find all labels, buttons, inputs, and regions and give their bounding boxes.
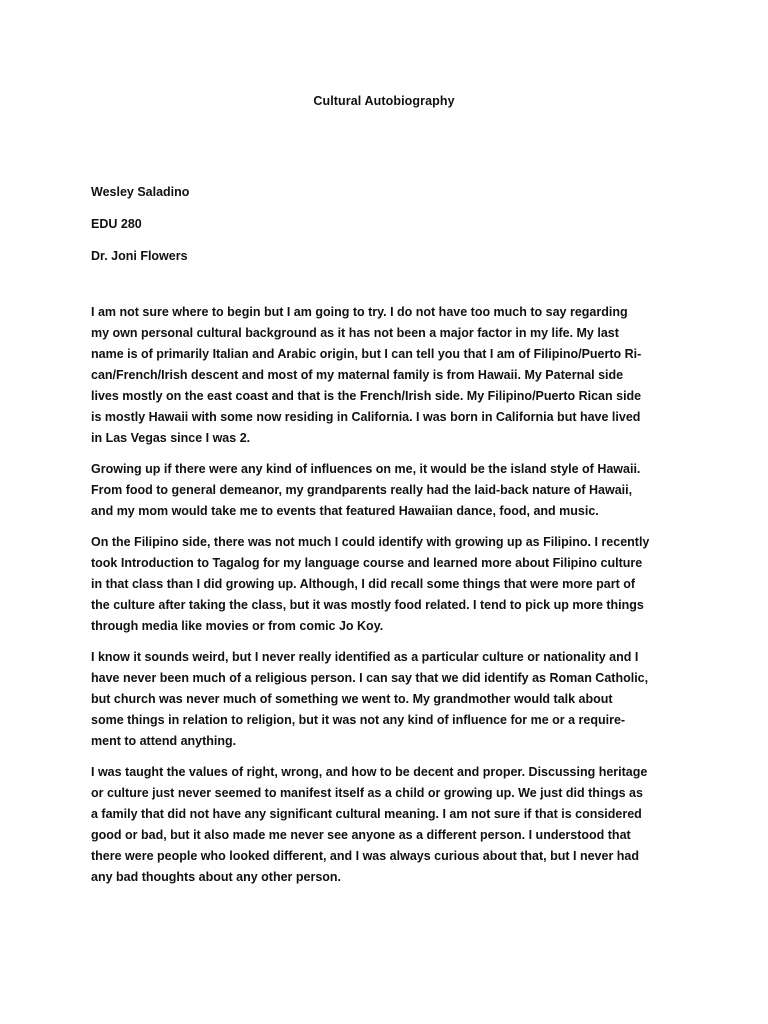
paragraph-line: or culture just never seemed to manifest itself as a child or growing up. We just did things as bbox=[91, 786, 643, 800]
paragraph-line: good or bad, but it also made me never see anyone as a different person. I understood that bbox=[91, 828, 631, 842]
paragraph bbox=[91, 532, 691, 637]
paragraph-line: the culture after taking the class, but it was mostly food related. I tend to pick up more things bbox=[91, 598, 644, 612]
paragraph-line: I am not sure where to begin but I am going to try. I do not have too much to say regarding bbox=[91, 305, 628, 319]
paragraph-line: in Las Vegas since I was 2. bbox=[91, 431, 251, 445]
body-text bbox=[91, 302, 691, 898]
paragraph-line: name is of primarily Italian and Arabic origin, but I can tell you that I am of Filipino/Puerto Ri- bbox=[91, 347, 642, 361]
paragraph-line: I know it sounds weird, but I never really identified as a particular culture or nationality and I bbox=[91, 650, 639, 664]
paragraph-line: my own personal cultural background as it has not been a major factor in my life. My last bbox=[91, 326, 619, 340]
instructor-name: Dr. Joni Flowers bbox=[91, 249, 188, 263]
paragraph-line: there were people who looked different, and I was always curious about that, but I never had bbox=[91, 849, 640, 863]
paragraph-line: On the Filipino side, there was not much I could identify with growing up as Filipino. I recently bbox=[91, 535, 650, 549]
paragraph-line: a family that did not have any significant cultural meaning. I am not sure if that is considered bbox=[91, 807, 642, 821]
paragraph-line: but church was never much of something we went to. My grandmother would talk about bbox=[91, 692, 613, 706]
paragraph-line: is mostly Hawaii with some now residing in California. I was born in California but have lived bbox=[91, 410, 641, 424]
author-name: Wesley Saladino bbox=[91, 185, 190, 199]
document-title: Cultural Autobiography bbox=[313, 94, 455, 108]
paragraph-line: any bad thoughts about any other person. bbox=[91, 870, 342, 884]
paragraph bbox=[91, 459, 691, 522]
paragraph bbox=[91, 762, 691, 888]
header-block bbox=[91, 182, 189, 278]
paragraph-line: Growing up if there were any kind of influences on me, it would be the island style of Hawaii. bbox=[91, 462, 641, 476]
paragraph-line: From food to general demeanor, my grandparents really had the laid-back nature of Hawaii, bbox=[91, 483, 633, 497]
paragraph-line: and my mom would take me to events that featured Hawaiian dance, food, and music. bbox=[91, 504, 599, 518]
paragraph-line: ment to attend anything. bbox=[91, 734, 237, 748]
paragraph-line: in that class than I did growing up. Although, I did recall some things that were more part of bbox=[91, 577, 636, 591]
paragraph bbox=[91, 647, 691, 752]
paragraph-line: through media like movies or from comic Jo Koy. bbox=[91, 619, 384, 633]
paragraph-line: I was taught the values of right, wrong, and how to be decent and proper. Discussing heritage bbox=[91, 765, 648, 779]
paragraph-line: have never been much of a religious person. I can say that we did identify as Roman Catholic, bbox=[91, 671, 649, 685]
course-code: EDU 280 bbox=[91, 217, 142, 231]
paragraph-line: some things in relation to religion, but it was not any kind of influence for me or a require- bbox=[91, 713, 626, 727]
paragraph-line: took Introduction to Tagalog for my language course and learned more about Filipino culture bbox=[91, 556, 643, 570]
paragraph-line: can/French/Irish descent and most of my maternal family is from Hawaii. My Paternal side bbox=[91, 368, 624, 382]
paragraph-line: lives mostly on the east coast and that is the French/Irish side. My Filipino/Puerto Rican side bbox=[91, 389, 642, 403]
paragraph bbox=[91, 302, 691, 449]
